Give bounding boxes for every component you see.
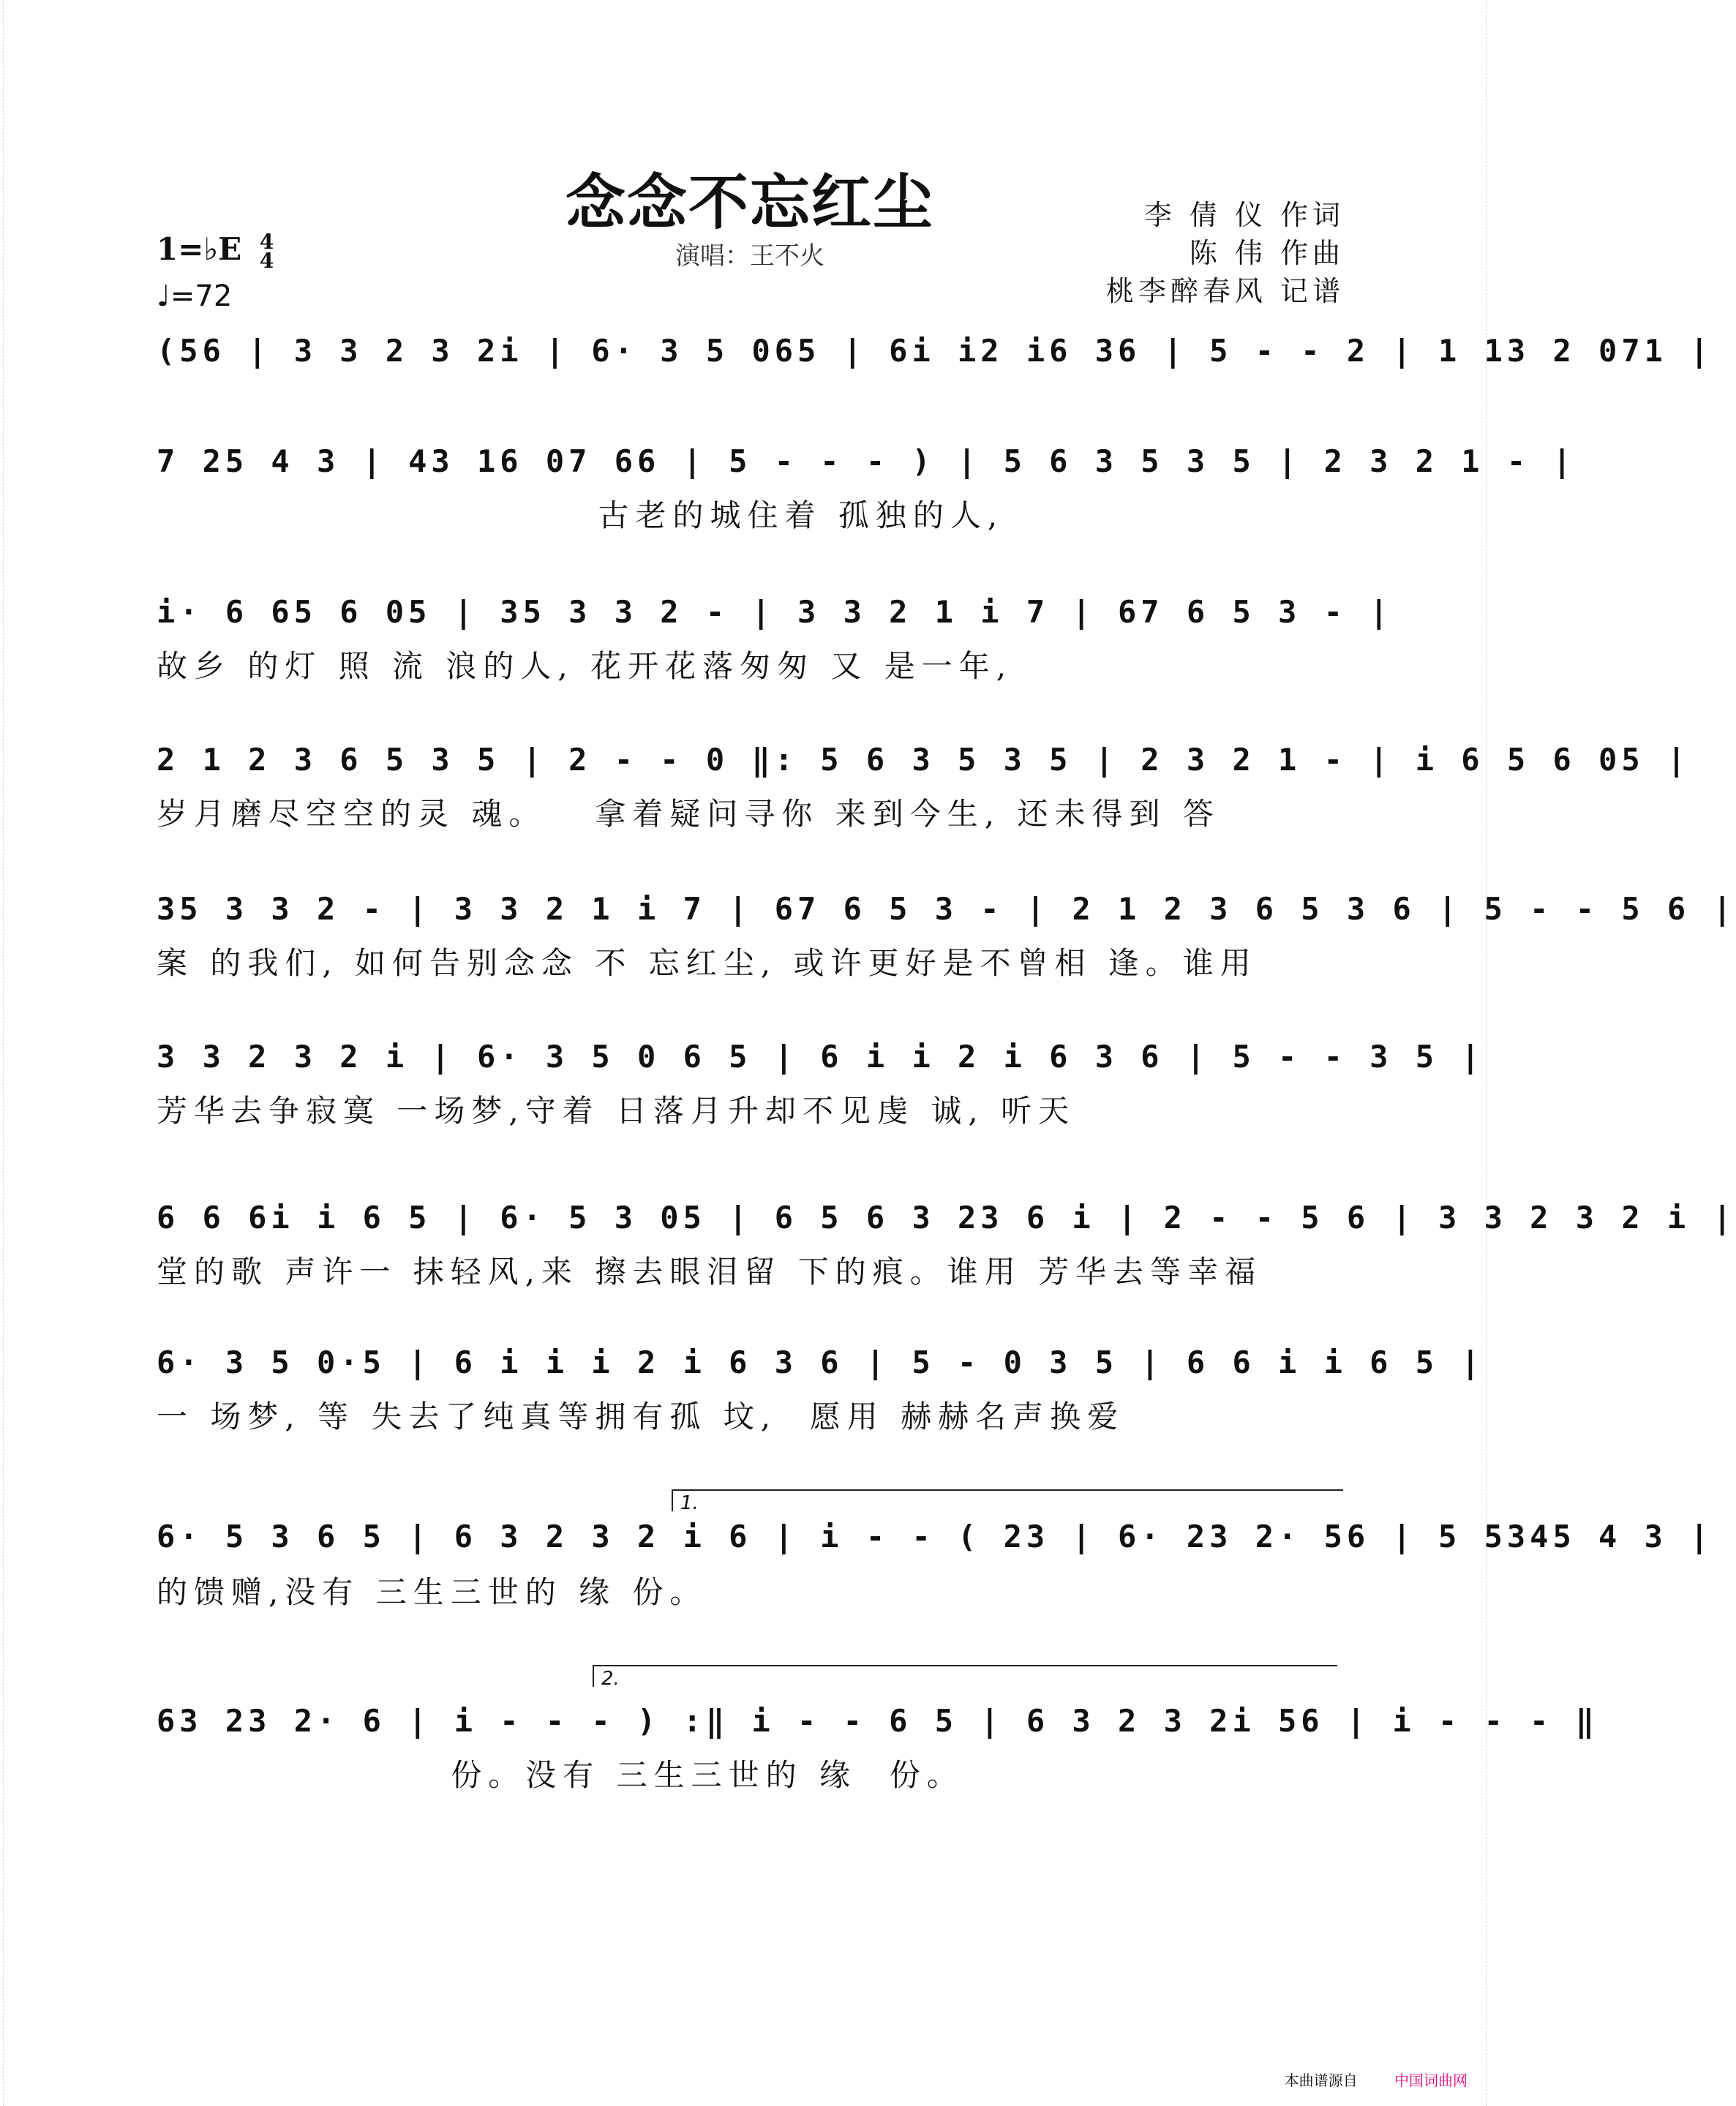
lyric-row: 岁月磨尽空空的灵 魂。 拿着疑问寻你 来到今生, 还未得到 答 <box>157 796 1220 832</box>
left-margin-strip <box>3 0 14 2106</box>
right-margin-strip <box>1486 0 1497 2106</box>
footer <box>1285 2069 1468 2090</box>
time-signature <box>259 230 274 273</box>
notation-row: 6 6 6i i 6 5 | 6· 5 3 05 | 6 5 6 3 23 6 i | 2 - - 5 6 | 3 3 2 3 2 i | <box>157 1200 1736 1236</box>
notation-row: 6· 3 5 0·5 | 6 i i i 2 i 6 3 6 | 5 - 0 3 5 | 6 6 i i 6 5 | <box>157 1345 1484 1380</box>
first-ending-bracket: 1. <box>672 1489 1343 1511</box>
lyric-row: 古老的城住着 孤独的人, <box>157 497 1004 533</box>
notation-row: 63 23 2· 6 | i - - - ) :‖ i - - 6 5 | 6 3 2 3 2i 56 | i - - - ‖ <box>157 1703 1599 1739</box>
lyric-row: 的馈赠,没有 三生三世的 缘 份。 <box>157 1574 707 1610</box>
credits <box>1106 196 1345 310</box>
lyricist-credit: 李 倩 仪 作词 <box>1143 199 1345 231</box>
footer-source: 本曲谱源自 <box>1284 2072 1358 2089</box>
lyric-row: 堂的歌 声许一 抹轻风,来 擦去眼泪留 下的痕。谁用 芳华去等幸福 <box>157 1254 1263 1290</box>
footer-site-link[interactable]: 中国词曲网 <box>1394 2072 1468 2089</box>
notation-row: 35 3 3 2 - | 3 3 2 1 i 7 | 67 6 5 3 - | 2 1 2 3 6 5 3 6 | 5 - - 5 6 | <box>157 891 1736 927</box>
second-ending-bracket: 2. <box>593 1665 1337 1687</box>
lyric-row: 芳华去争寂寞 一场梦,守着 日落月升却不见虔 诚, 听天 <box>157 1093 1076 1129</box>
notation-row: 7 25 4 3 | 43 16 07 66 | 5 - - - ) | 5 6 3 5 3 5 | 2 3 2 1 - | <box>157 443 1576 479</box>
lyric-row: 份。没有 三生三世的 缘 份。 <box>157 1757 964 1793</box>
key-signature <box>157 231 274 271</box>
notation-row: 2 1 2 3 6 5 3 5 | 2 - - 0 ‖: 5 6 3 5 3 5 | 2 3 2 1 - | i 6 5 6 05 | <box>157 742 1691 778</box>
notation-row: i· 6 65 6 05 | 35 3 3 2 - | 3 3 2 1 i 7 | 67 6 5 3 - | <box>157 594 1393 630</box>
song-title: 念念不忘红尘 <box>565 168 934 238</box>
lyric-row: 一 场梦, 等 失去了纯真等拥有孤 坟, 愿用 赫赫名声换爱 <box>157 1399 1125 1434</box>
time-signature-bottom: 4 <box>259 249 274 273</box>
key-label: 1=♭E <box>157 231 242 267</box>
composer-credit: 陈 伟 作曲 <box>1189 237 1345 269</box>
tempo-marking: ♩=72 <box>157 279 233 313</box>
notation-row: (56 | 3 3 2 3 2i | 6· 3 5 065 | 6i i2 i6 36 | 5 - - 2 | 1 13 2 071 | <box>157 333 1713 369</box>
transcriber-credit: 桃李醉春风 记谱 <box>1105 275 1345 307</box>
lyric-row: 故乡 的灯 照 流 浪的人, 花开花落匆匆 又 是一年, <box>157 648 1013 684</box>
notation-row: 6· 5 3 6 5 | 6 3 2 3 2 i 6 | i - - ( 23 | 6· 23 2· 56 | 5 5345 4 3 | <box>157 1519 1713 1554</box>
lyric-row: 案 的我们, 如何告别念念 不 忘红尘, 或许更好是不曾相 逢。谁用 <box>157 945 1258 981</box>
time-signature-top: 4 <box>259 230 274 254</box>
singer-line: 演唱：王不火 <box>675 241 824 271</box>
notation-row: 3 3 2 3 2 i | 6· 3 5 0 6 5 | 6 i i 2 i 6 3 6 | 5 - - 3 5 | <box>157 1039 1484 1075</box>
